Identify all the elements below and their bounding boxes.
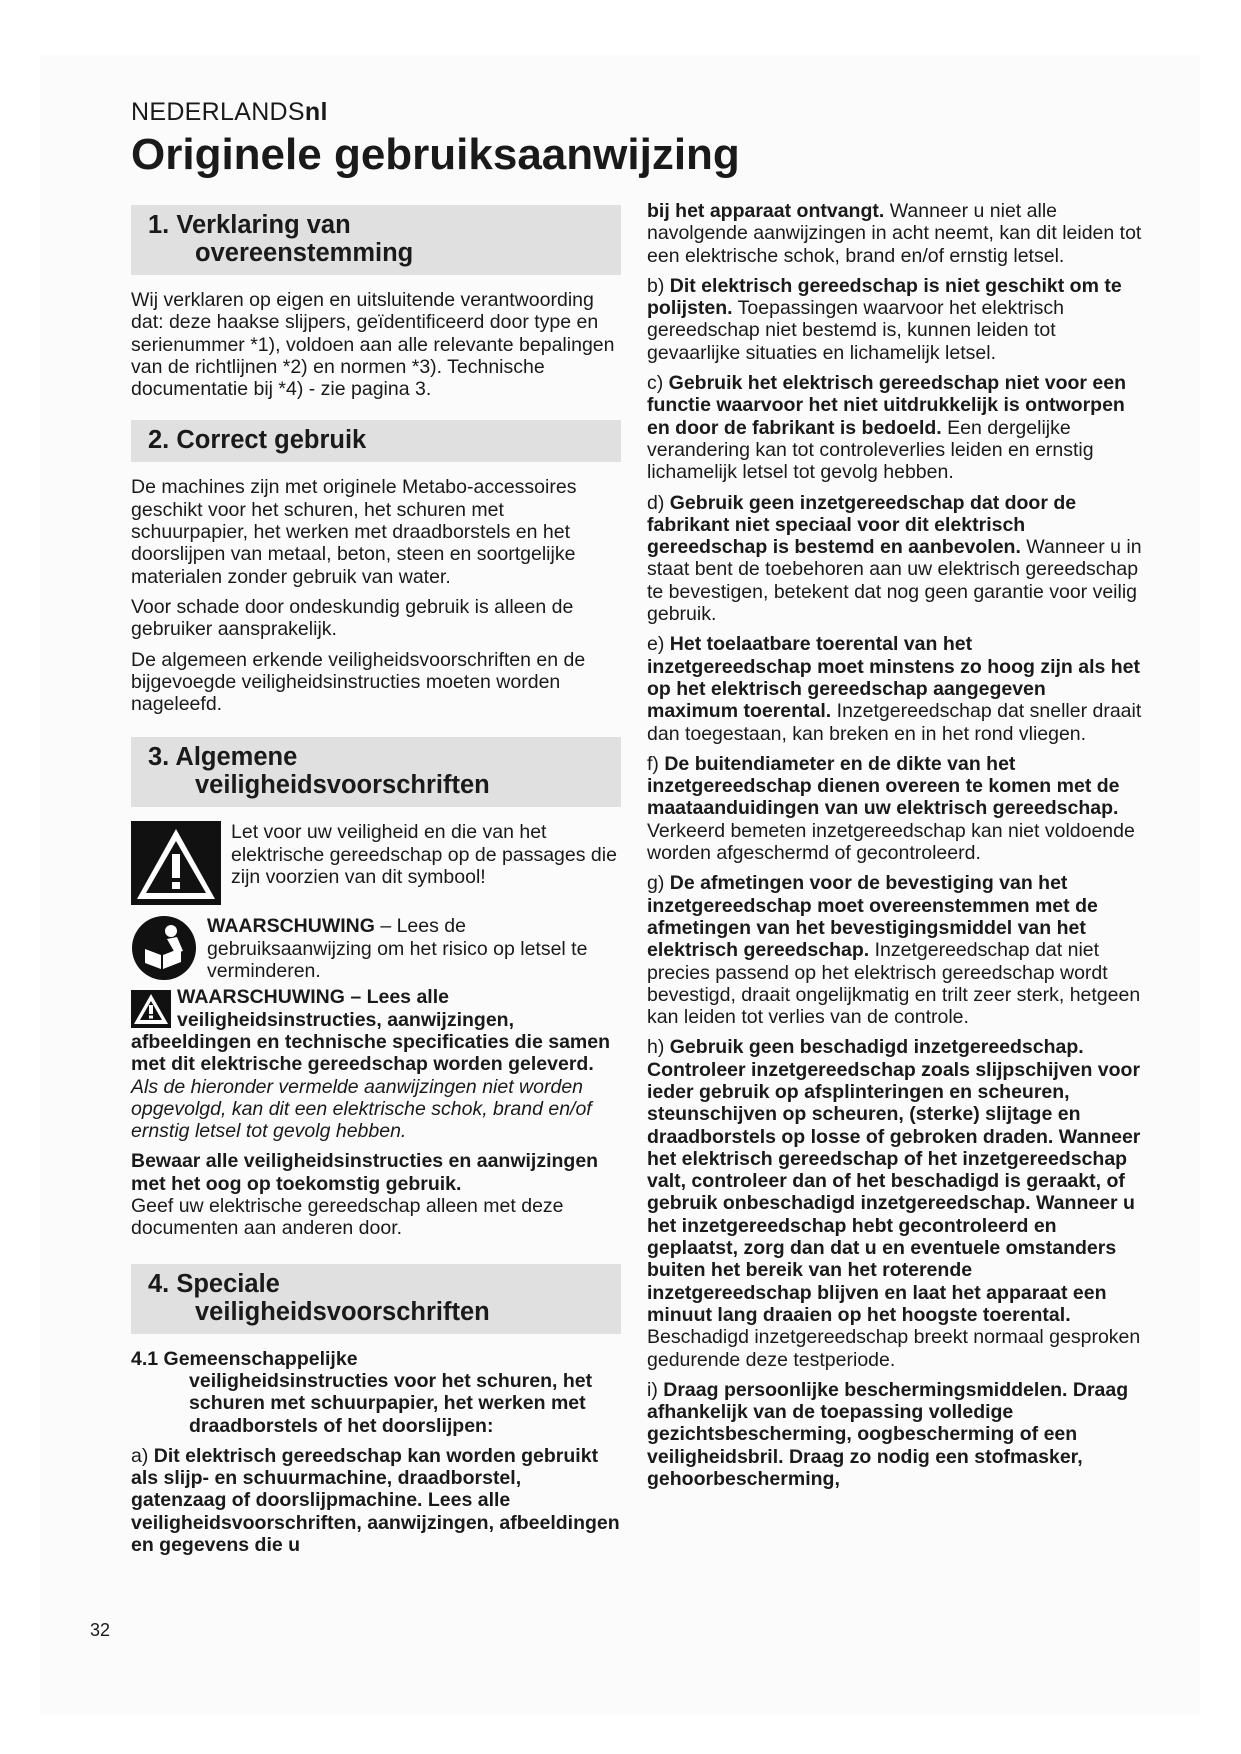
subsection-4-1-heading: 4.1 Gemeenschappelijke veiligheidsinstructies voor het schuren, het schuren met schuurpapier, het werken met draadborstels of het doorslijpen: (131, 1347, 593, 1437)
page-title: Originele gebruiksaanwijzing (131, 130, 740, 179)
item-c: c) Gebruik het elektrisch gereedschap niet voor een functie waarvoor het niet uitdrukkelijk is ontworpen en door de fabrikant is bedoeld. Een dergelijke verandering kan tot controleverlies leiden en ernstig lichamelijk letsel tot gevolg hebben. (647, 372, 1126, 484)
left-column (131, 205, 621, 1564)
symbol-note-text: Let voor uw veiligheid en die van het elektrische gereedschap op de passages die zijn voorzien van dit symbool! (231, 821, 617, 889)
intended-use-text: De machines zijn met originele Metabo-accessoires geschikt voor het schuren, het schuren met schuurpapier, het werken met draadborstels en het doorslijpen van metaal, beton, steen en soortgelijke materialen zonder gebruik van water. (131, 476, 577, 588)
keep-instructions: Bewaar alle veiligheidsinstructies en aanwijzingen met het oog op toekomstig gebruik. Geef uw elektrische gereedschap alleen met deze documenten aan anderen door. (131, 1150, 599, 1240)
warning-paragraph: WAARSCHUWING – Lees alle veiligheidsinstructies, aanwijzingen, afbeeldingen en technische specificaties die samen met dit elektrische gereedschap worden geleverd. Als de hieronder vermelde aanwijzingen niet worden opgevolgd, kan dit een elektrische schok, brand en/of ernstig letsel tot gevolg hebben. (131, 986, 611, 1143)
language-header: NEDERLANDSnl (131, 98, 328, 126)
declaration-text: Wij verklaren op eigen en uitsluitende verantwoording dat: deze haakse slijpers, geïdentificeerd door type en serienummer *1), voldoen aan alle relevante bepalingen van de richtlijnen *2) en normen *3). Technische documentatie bij *4) - zie pagina 3. (131, 289, 615, 401)
item-g: g) De afmetingen voor de bevestiging van het inzetgereedschap moet overeenstemmen met de afmetingen van het bevestigingsmiddel van het elektrisch gereedschap. Inzetgereedschap dat niet precies passend op het elektrisch gereedschap wordt bevestigd, draait ongelijkmatig en trilt zeer sterk, hetgeen kan leiden tot verlies van de controle. (647, 872, 1141, 1029)
right-column (647, 200, 1142, 1498)
item-i: i) Draag persoonlijke beschermingsmiddelen. Draag afhankelijk van de toepassing volledige gezichtsbescherming, oogbescherming of een veiligheidsbril. Draag zo nodig een stofmasker, gehoorbescherming, (647, 1378, 1129, 1491)
section-heading-4: 4. Speciale veiligheidsvoorschriften (131, 1264, 621, 1334)
read-manual-text: WAARSCHUWING – Lees de gebruiksaanwijzing om het risico op letsel te verminderen. (207, 915, 588, 983)
item-e: e) Het toelaatbare toerental van het inzetgereedschap moet minstens zo hoog zijn als het op het elektrisch gereedschap aangegeven maximum toerental. Inzetgereedschap dat sneller draait dan toegestaan, kan breken en in het rond vliegen. (647, 633, 1142, 745)
section-heading-3: 3. Algemene veiligheidsvoorschriften (131, 737, 621, 807)
item-h: h) Gebruik geen beschadigd inzetgereedschap. Controleer inzetgereedschap zoals slijpschijven voor ieder gebruik op afsplinteringen en scheuren, steunschijven op scheuren, (sterke) slijtage en draadborstels op losse of gebroken draden. Wanneer het elektrisch gereedschap of het inzetgereedschap valt, controleer dan of het beschadigd is geraakt, of gebruik onbeschadigd inzetgereedschap. Wanneer u het inzetgereedschap hebt gecontroleerd en geplaatst, zorg dan dat u en eventuele omstanders buiten het bereik van het roterende inzetgereedschap blijven en laat het apparaat een minuut lang draaien op het hoogste toerental. Beschadigd inzetgereedschap breekt normaal gesproken gedurende deze testperiode. (647, 1036, 1141, 1371)
item-a-continued: bij het apparaat ontvangt. Wanneer u niet alle navolgende aanwijzingen in acht neemt, kan dit leiden tot een elektrische schok, brand en/of ernstig letsel. (647, 200, 1142, 267)
page-number: 32 (90, 1620, 111, 1640)
section-heading-1: 1. Verklaring van overeenstemming (131, 205, 621, 275)
liability-text: Voor schade door ondeskundig gebruik is alleen de gebruiker aansprakelijk. (131, 595, 574, 641)
section-heading-2: 2. Correct gebruik (131, 420, 621, 462)
regulations-text: De algemeen erkende veiligheidsvoorschriften en de bijgevoegde veiligheidsinstructies moeten worden nageleefd. (131, 648, 586, 716)
item-a: a) Dit elektrisch gereedschap kan worden gebruikt als slijp- en schuurmachine, draadborstel, gatenzaag of doorslijpmachine. Lees alle veiligheidsvoorschriften, aanwijzingen, afbeeldingen en gegevens die u (131, 1444, 620, 1556)
item-d: d) Gebruik geen inzetgereedschap dat door de fabrikant niet speciaal voor dit elektrisch gereedschap is bestemd en aanbevolen. Wanneer u in staat bent de toebehoren aan uw elektrisch gereedschap te bevestigen, betekent dat nog geen garantie voor veilig gebruik. (647, 491, 1142, 626)
read-manual-icon (131, 915, 197, 981)
read-manual-row (131, 915, 621, 982)
item-b: b) Dit elektrisch gereedschap is niet geschikt om te polijsten. Toepassingen waarvoor het elektrisch gereedschap niet bestemd is, kunnen leiden tot gevaarlijke situaties en lichamelijk letsel. (647, 274, 1122, 364)
symbol-note-row (131, 821, 621, 905)
small-warning-icon (131, 990, 171, 1028)
warning-triangle-icon (131, 821, 221, 905)
item-f: f) De buitendiameter en de dikte van het inzetgereedschap dienen overeen te komen met de maataanduidingen van uw elektrisch gereedschap. Verkeerd bemeten inzetgereedschap kan niet voldoende worden afgeschermd of gecontroleerd. (647, 752, 1135, 865)
